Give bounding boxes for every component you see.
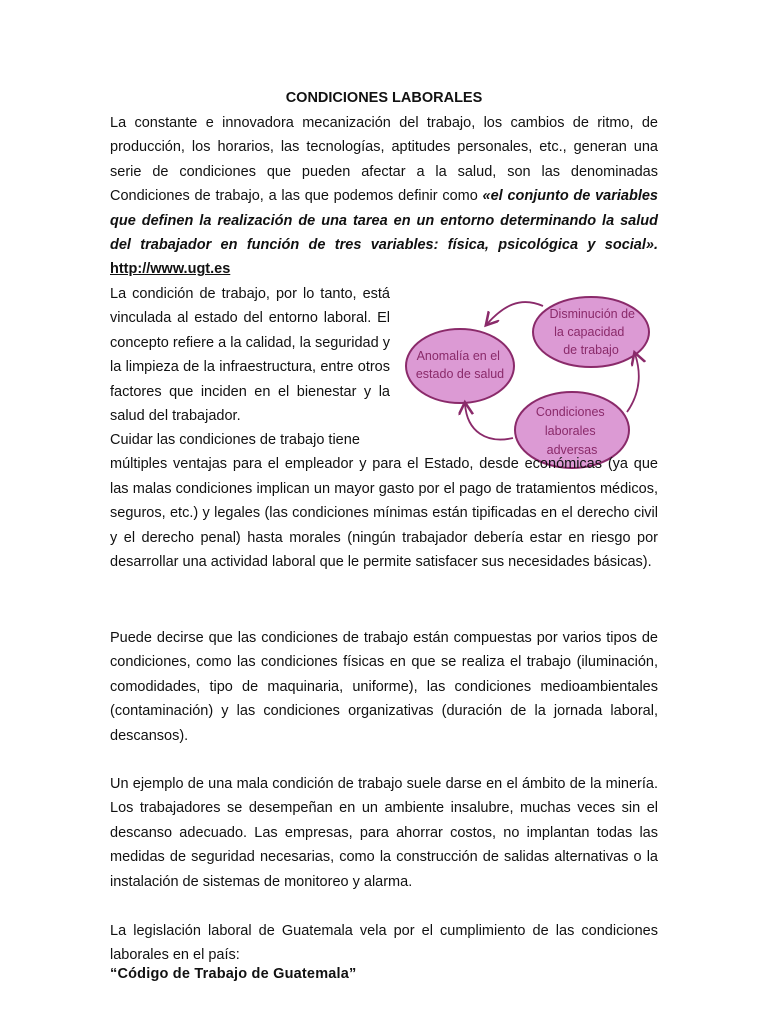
intro-text: La constante e innovadora mecanización del trabajo, los cambios de ritmo, de producción, los horarios, las tecnologías, aptitudes personales, etc., generan una serie de condiciones que pueden afectar a la salud, son las denominadas Condiciones de trabajo, a las que podemos definir como <box>110 115 658 205</box>
mining-example-paragraph: Un ejemplo de una mala condición de trabajo suele darse en el ámbito de la minería. Los trabajadores se desempeñan en un ambiente insalubre, muchas veces sin el descanso adecuado. Las empresas, para ahorrar costos, no implantan todas las medidas de seguridad necesarias, como la construcción de salidas alternativas o la instalación de sistemas de monitoreo y alarma. <box>110 776 658 890</box>
page-title: CONDICIONES LABORALES <box>285 90 483 106</box>
guatemala-paragraph: La legislación laboral de Guatemala vela por el cumplimiento de las condiciones laborales en el país: <box>110 923 658 964</box>
definition-quote: «el conjunto de variables que definen la realización de una tarea en un entorno determinando la salud del trabajador en función de tres variables: física, psicológica y social». <box>110 188 658 254</box>
advantages-paragraph: Cuidar las condiciones de trabajo tiene múltiples ventajas para el empleador y para el Estado, desde económicas (ya que las malas condiciones implican un mayor gasto por el pago de tratamientos médicos, seguros, etc.) y legales (las condiciones mínimas están tipificadas en el derecho civil y el derecho penal) hasta morales (ningún trabajador debería estar en riesgo por desarrollar una actividad laboral que le permite satisfacer sus necesidades básicas). <box>110 432 658 571</box>
node-condiciones-label: Condiciones laborales adversas <box>535 405 605 457</box>
source-link[interactable]: http://www.ugt.es <box>110 261 231 278</box>
arrow-b-to-a <box>487 302 543 324</box>
intro-paragraph <box>110 111 658 282</box>
types-paragraph: Puede decirse que las condiciones de trabajo están compuestas por varios tipos de condiciones, como las condiciones físicas en que se realiza el trabajo (iluminación, comodidades, tipo de maquinaria, uniforme), las condiciones medioambientales (contaminación) y las condiciones organizativas (duración de la jornada laboral, descansos). <box>110 630 658 744</box>
work-condition-paragraph: La condición de trabajo, por lo tanto, está vinculada al estado del entorno laboral. El concepto refiere a la calidad, la seguridad y la limpieza de la infraestructura, entre otros factores que inciden en el bienestar y la salud del trabajador. <box>110 286 390 425</box>
node-anomalia-label: Anomalía en el estado de salud <box>415 349 505 381</box>
node-anomalia <box>406 329 514 403</box>
arrow-c-to-b <box>627 354 639 412</box>
code-title: “Código de Trabajo de Guatemala” <box>110 966 357 982</box>
node-disminucion-label: Disminución de la capacidad de trabajo <box>549 307 635 357</box>
